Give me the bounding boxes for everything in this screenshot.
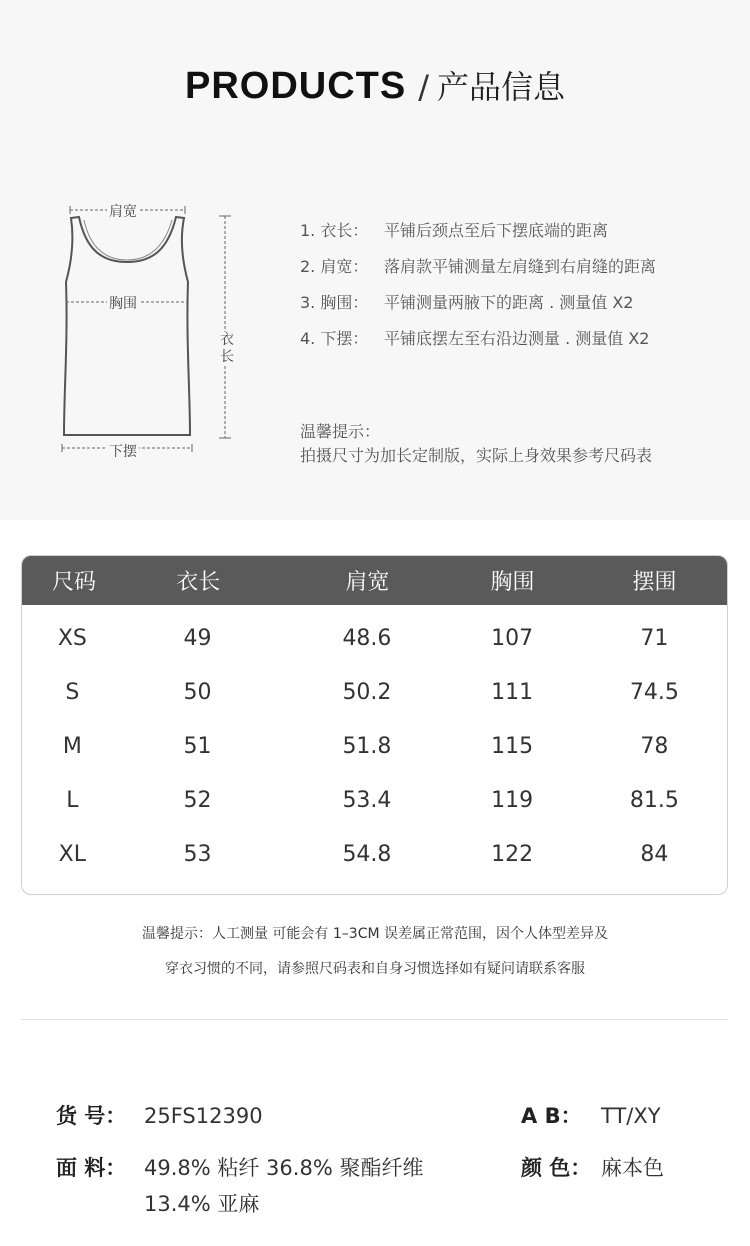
color-label: 颜 色：	[521, 1156, 592, 1180]
color-value: 麻本色	[601, 1156, 664, 1180]
definition-label: 1. 衣长：	[300, 221, 369, 240]
table-cell: 81.5	[629, 787, 679, 813]
note-line: 穿衣习惯的不同，请参照尺码表和自身习惯选择如有疑问请联系客服	[165, 961, 585, 977]
definition-text: 平铺后颈点至后下摆底端的距离	[384, 221, 609, 240]
photo-tip-text: 拍摄尺寸为加长定制版，实际上身效果参考尺码表	[300, 446, 653, 465]
column-header-hem: 摆围	[632, 570, 677, 595]
definition-label: 3. 胸围：	[300, 293, 369, 312]
sku-info	[56, 1100, 263, 1130]
definition-text: 落肩款平铺测量左肩缝到右肩缝的距离	[384, 257, 657, 276]
table-cell: 122	[491, 841, 534, 867]
chest-label: 胸围	[107, 293, 139, 313]
definition-row	[300, 218, 730, 254]
column-header-size: 尺码	[52, 570, 97, 595]
ab-label: A B：	[521, 1104, 582, 1128]
table-cell: S	[65, 679, 80, 705]
hem-label: 下摆	[107, 441, 139, 461]
table-cell: 78	[640, 733, 669, 759]
sku-label: 货 号：	[56, 1104, 127, 1128]
table-cell: 50.2	[342, 679, 392, 705]
color-info	[521, 1152, 664, 1182]
page-title	[0, 62, 750, 108]
length-label: 衣长	[217, 332, 237, 366]
table-row	[22, 719, 727, 773]
tank-top-diagram	[40, 190, 270, 480]
title-chinese: 产品信息	[437, 68, 566, 106]
photo-tip-title: 温馨提示：	[300, 422, 381, 441]
table-cell: 54.8	[342, 841, 392, 867]
title-english: PRODUCTS	[184, 65, 407, 107]
table-cell: 51.8	[342, 733, 392, 759]
table-cell: L	[66, 787, 79, 813]
column-header-shoulder: 肩宽	[345, 570, 390, 595]
definition-row	[300, 326, 730, 362]
table-cell: 84	[640, 841, 669, 867]
size-table-header	[22, 556, 727, 605]
sku-value: 25FS12390	[144, 1104, 263, 1128]
table-row	[22, 665, 727, 719]
table-cell: 119	[491, 787, 534, 813]
table-cell: 53.4	[342, 787, 392, 813]
photo-tip	[300, 420, 652, 468]
table-cell: 71	[640, 625, 669, 651]
definition-row	[300, 290, 730, 326]
table-cell: 52	[183, 787, 212, 813]
table-cell: 74.5	[629, 679, 679, 705]
size-table	[21, 555, 728, 895]
measurement-notes	[0, 920, 750, 990]
table-cell: XL	[58, 841, 86, 867]
table-cell: 53	[183, 841, 212, 867]
table-row	[22, 827, 727, 881]
fabric-info-continued	[144, 1188, 259, 1218]
definition-text: 平铺测量两腋下的距离 . 测量值 X2	[384, 293, 634, 312]
table-cell: 50	[183, 679, 212, 705]
ab-info	[521, 1100, 661, 1130]
fabric-line: 13.4% 亚麻	[144, 1192, 260, 1216]
table-cell: M	[62, 733, 82, 759]
table-cell: XS	[57, 625, 87, 651]
definition-label: 2. 肩宽：	[300, 257, 369, 276]
table-cell: 107	[491, 625, 534, 651]
note-line: 温馨提示：人工测量 可能会有 1–3CM 误差属正常范围，因个人体型差异及	[141, 926, 609, 942]
section-divider	[21, 1019, 728, 1020]
table-cell: 51	[183, 733, 212, 759]
measurement-definitions	[300, 218, 730, 362]
table-cell: 115	[491, 733, 534, 759]
title-separator: /	[418, 68, 429, 106]
table-row	[22, 773, 727, 827]
definition-label: 4. 下摆：	[300, 329, 369, 348]
fabric-line: 49.8% 粘纤 36.8% 聚酯纤维	[144, 1156, 424, 1180]
column-header-chest: 胸围	[490, 570, 535, 595]
table-cell: 49	[183, 625, 212, 651]
fabric-info	[56, 1152, 423, 1182]
shoulder-width-label: 肩宽	[107, 201, 139, 221]
column-header-length: 衣长	[176, 570, 221, 595]
ab-value: TT/XY	[601, 1104, 661, 1128]
definition-text: 平铺底摆左至右沿边测量 . 测量值 X2	[384, 329, 650, 348]
definition-row	[300, 254, 730, 290]
table-cell: 48.6	[342, 625, 392, 651]
table-row	[22, 611, 727, 665]
table-cell: 111	[491, 679, 534, 705]
fabric-label: 面 料：	[56, 1156, 127, 1180]
